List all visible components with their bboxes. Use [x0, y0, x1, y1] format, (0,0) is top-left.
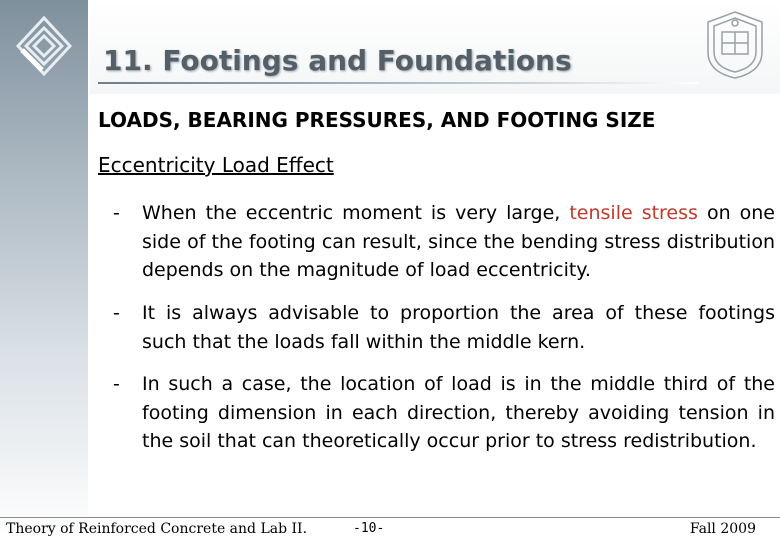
bullet-marker: -	[113, 202, 120, 224]
bullet-marker: -	[113, 302, 120, 324]
highlighted-term: tensile stress	[569, 202, 698, 224]
footer-divider	[0, 517, 780, 518]
footer-term: Fall 2009	[689, 521, 756, 537]
bullet-text: It is always advisable to proportion the area of these footings such that the loads fall within the middle kern.	[142, 302, 775, 353]
title-underline	[98, 82, 698, 84]
section-heading: LOADS, BEARING PRESSURES, AND FOOTING SIZE	[98, 108, 656, 132]
bullet-item	[113, 199, 775, 285]
footer-page-number: -10-	[353, 521, 385, 536]
building-logo-icon	[8, 6, 80, 86]
footer-course: Theory of Reinforced Concrete and Lab II.	[6, 521, 308, 537]
bullet-text: In such a case, the location of load is in the middle third of the footing dimension in each direction, thereby avoiding tension in the soil that can theoretically occur prior to stress redistribution.	[142, 373, 775, 452]
slide-title: 11. Footings and Foundations	[103, 44, 572, 77]
bullet-marker: -	[113, 373, 120, 395]
subsection-heading: Eccentricity Load Effect	[98, 153, 334, 177]
bullet-text	[142, 199, 775, 285]
bullet-item	[113, 370, 775, 456]
bullet-item	[113, 299, 775, 356]
university-seal-icon	[700, 8, 770, 82]
bullet-text-part: When the eccentric moment is very large,	[142, 202, 570, 224]
bullet-text-part: on one side of the footing can result, since the bending stress distribution depends on the magnitude of load eccentricity.	[142, 202, 775, 281]
